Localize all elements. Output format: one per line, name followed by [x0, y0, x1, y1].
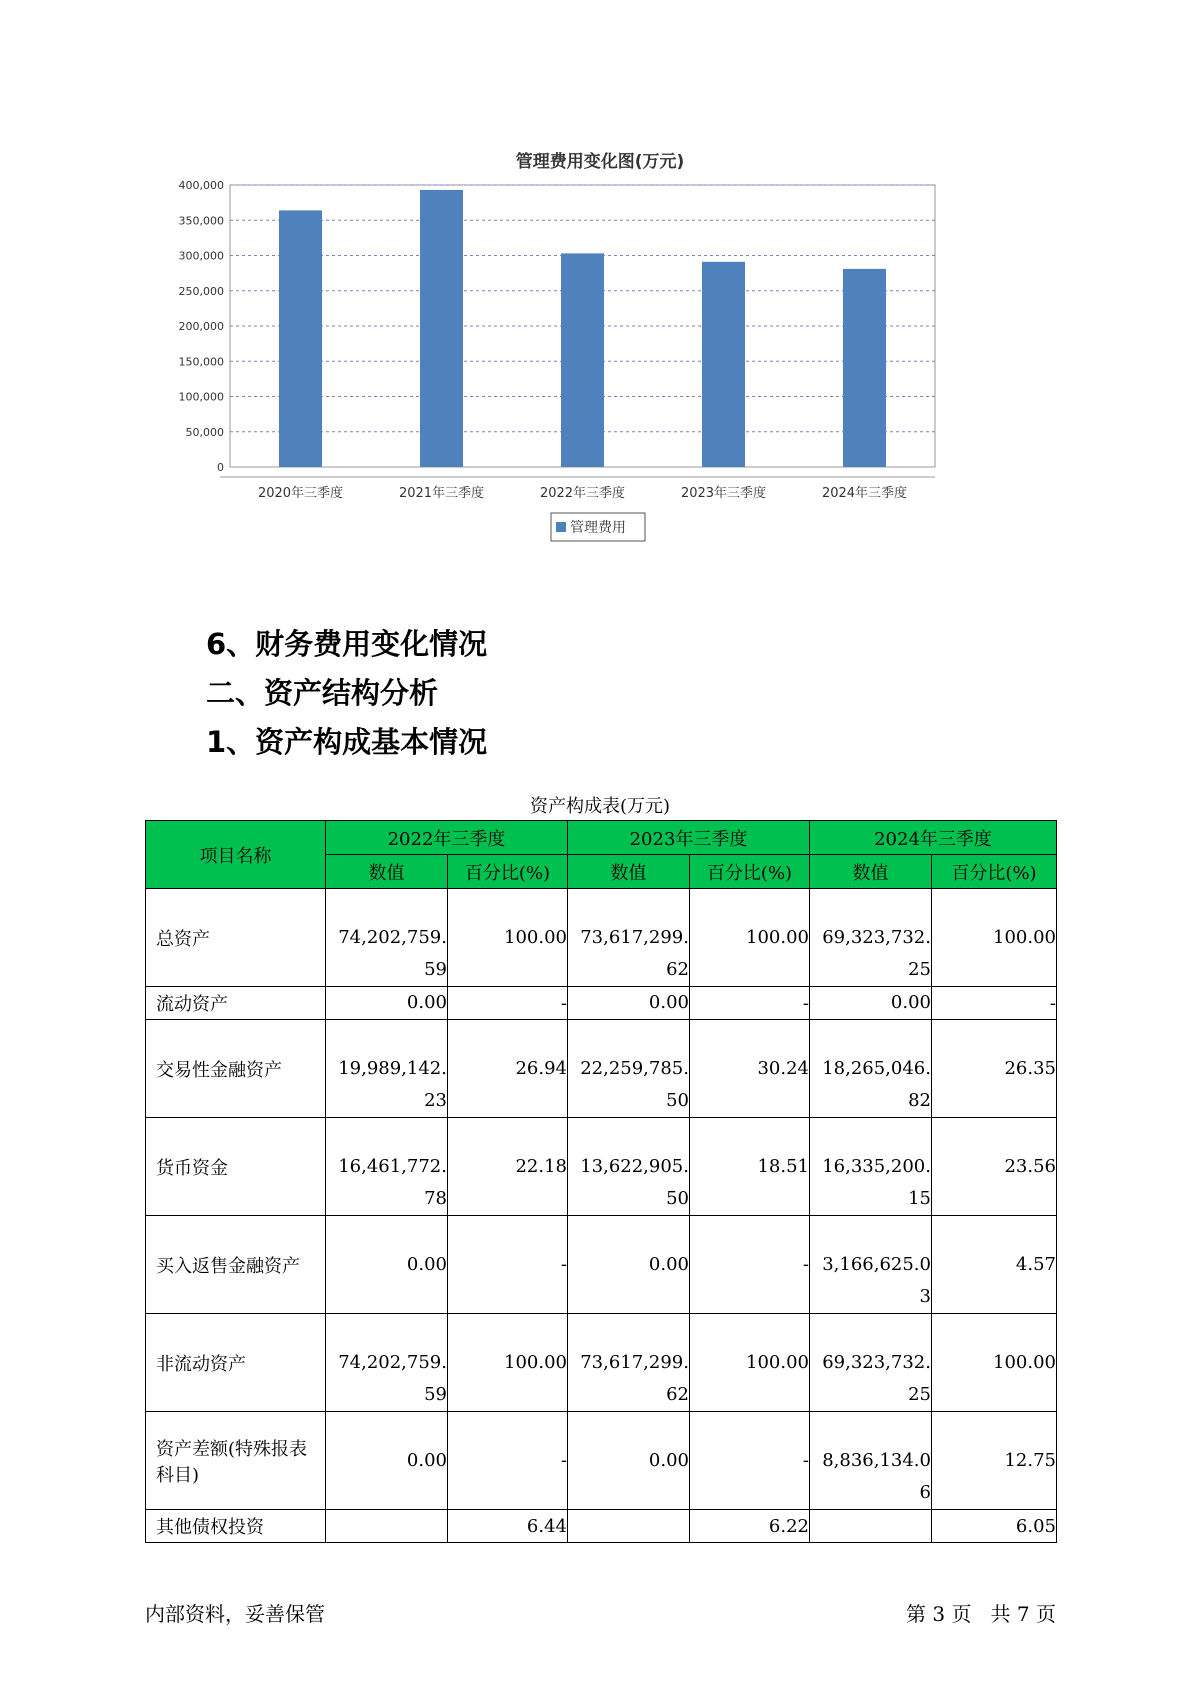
- cell-value-line1: 13,622,905.: [580, 1156, 689, 1177]
- cell-percent: 6.05: [932, 1510, 1057, 1543]
- cell-percent: 6.44: [448, 1510, 568, 1543]
- legend-label: 管理费用: [570, 520, 626, 536]
- cell-value: [568, 1314, 690, 1412]
- y-tick-label: 0: [217, 461, 224, 474]
- cell-value-line2: 6: [919, 1482, 931, 1503]
- cell-value-line2: 82: [908, 1090, 931, 1111]
- cell-value-line2: 78: [424, 1188, 447, 1209]
- cell-percent: -: [448, 1216, 568, 1314]
- row-label: 交易性金融资产: [146, 1020, 326, 1118]
- cell-value-line2: 59: [424, 1384, 447, 1405]
- cell-value: [568, 1412, 690, 1510]
- table-row: [146, 987, 1057, 1020]
- cell-value-line1: 74,202,759.: [338, 927, 447, 948]
- y-tick-label: 50,000: [185, 425, 224, 439]
- cell-percent: 100.00: [448, 1314, 568, 1412]
- table-caption: 资产构成表(万元): [529, 796, 671, 817]
- cell-value-line1: 73,617,299.: [580, 1352, 689, 1373]
- cell-value-line2: 62: [666, 959, 689, 980]
- cell-value: [568, 1510, 690, 1543]
- y-tick-label: 100,000: [178, 390, 224, 404]
- table-row: [146, 1510, 1057, 1543]
- cell-value-line1: 74,202,759.: [338, 1352, 447, 1373]
- cell-value: [326, 1216, 448, 1314]
- cell-percent: 30.24: [690, 1020, 810, 1118]
- cell-value-line1: 0.00: [406, 992, 447, 1013]
- cell-value-line2: 59: [424, 959, 447, 980]
- cell-value: [326, 1020, 448, 1118]
- header-item-name: 项目名称: [146, 821, 326, 889]
- cell-value-line1: 3,166,625.0: [822, 1254, 931, 1275]
- row-label: 买入返售金融资产: [146, 1216, 326, 1314]
- cell-percent: 26.94: [448, 1020, 568, 1118]
- cell-value-line1: 69,323,732.: [822, 1352, 931, 1373]
- cell-value-line1: 16,335,200.: [822, 1156, 931, 1177]
- cell-percent: 23.56: [932, 1118, 1057, 1216]
- cell-percent: -: [448, 987, 568, 1020]
- cell-value-line2: 3: [919, 1286, 931, 1307]
- cell-percent: 6.22: [690, 1510, 810, 1543]
- cell-value: [810, 1216, 932, 1314]
- cell-percent: 100.00: [932, 1314, 1057, 1412]
- cell-percent: -: [690, 987, 810, 1020]
- chart-title: 管理费用变化图(万元): [515, 152, 685, 172]
- cell-value: [326, 987, 448, 1020]
- plot-area: [179, 179, 936, 541]
- cell-value-line1: 0.00: [890, 992, 931, 1013]
- y-tick-label: 200,000: [178, 320, 224, 333]
- cell-value-line1: 18,265,046.: [822, 1058, 931, 1079]
- cell-percent: -: [448, 1412, 568, 1510]
- section-heading-asset-structure: 二、资产结构分析: [206, 676, 439, 710]
- cell-value: [810, 889, 932, 987]
- cell-value-line2: 25: [908, 1384, 931, 1405]
- header-period: 2024年三季度: [810, 821, 1057, 855]
- cell-percent: 22.18: [448, 1118, 568, 1216]
- cell-value: [568, 1020, 690, 1118]
- y-tick-label: 400,000: [178, 179, 224, 192]
- cell-percent: 4.57: [932, 1216, 1057, 1314]
- cell-percent: 100.00: [690, 1314, 810, 1412]
- x-tick-label: 2021年三季度: [398, 486, 485, 501]
- cell-percent: -: [932, 987, 1057, 1020]
- x-tick-label: 2022年三季度: [539, 486, 626, 501]
- cell-value-line1: 0.00: [406, 1449, 447, 1471]
- table-row: [146, 1118, 1057, 1216]
- bar: [279, 210, 322, 467]
- cell-value: [326, 1412, 448, 1510]
- cell-value: [568, 1216, 690, 1314]
- table-row: [146, 1412, 1057, 1510]
- cell-value-line1: 0.00: [406, 1253, 447, 1275]
- cell-value: [810, 1510, 932, 1543]
- y-tick-label: 150,000: [178, 355, 224, 369]
- footer-page-number: 第 3 页 共 7 页: [906, 1602, 1056, 1626]
- cell-value-line1: 16,461,772.: [338, 1156, 447, 1177]
- cell-value: [810, 1412, 932, 1510]
- footer-confidential-note: 内部资料，妥善保管: [145, 1602, 325, 1626]
- header-value: 数值: [810, 855, 932, 889]
- cell-percent: 26.35: [932, 1020, 1057, 1118]
- cell-percent: 100.00: [932, 889, 1057, 987]
- cell-value-line2: 23: [424, 1090, 447, 1111]
- y-tick-label: 250,000: [178, 284, 224, 298]
- y-tick-label: 300,000: [178, 249, 224, 263]
- x-tick-label: 2020年三季度: [257, 486, 344, 501]
- cell-value-line2: 25: [908, 959, 931, 980]
- cell-value: [568, 1118, 690, 1216]
- asset-composition-table: [145, 820, 1057, 1543]
- table-row: [146, 1020, 1057, 1118]
- bar: [702, 262, 745, 467]
- header-percent: 百分比(%): [932, 855, 1057, 889]
- cell-value: [326, 1118, 448, 1216]
- bar: [420, 190, 463, 467]
- cell-value-line1: 22,259,785.: [580, 1058, 689, 1079]
- legend-swatch: [556, 522, 566, 532]
- cell-value: [326, 1510, 448, 1543]
- row-label: 非流动资产: [146, 1314, 326, 1412]
- cell-percent: -: [690, 1216, 810, 1314]
- bar: [561, 253, 604, 467]
- cell-value-line2: 50: [666, 1090, 689, 1111]
- row-label: 其他债权投资: [146, 1510, 326, 1543]
- cell-value-line2: 62: [666, 1384, 689, 1405]
- cell-value-line2: 50: [666, 1188, 689, 1209]
- cell-percent: 12.75: [932, 1412, 1057, 1510]
- header-period: 2023年三季度: [568, 821, 810, 855]
- cell-value-line1: 0.00: [648, 1449, 689, 1471]
- x-tick-label: 2023年三季度: [680, 486, 767, 501]
- header-value: 数值: [326, 855, 448, 889]
- cell-value: [810, 1314, 932, 1412]
- cell-percent: 100.00: [690, 889, 810, 987]
- cell-value-line1: 73,617,299.: [580, 927, 689, 948]
- header-percent: 百分比(%): [448, 855, 568, 889]
- cell-percent: 100.00: [448, 889, 568, 987]
- cell-value-line1: 8,836,134.0: [822, 1450, 931, 1471]
- table-body: [146, 889, 1057, 1543]
- cell-value: [810, 1118, 932, 1216]
- cell-value: [810, 1020, 932, 1118]
- x-tick-label: 2024年三季度: [821, 486, 908, 501]
- section-heading-finance-expense: 6、财务费用变化情况: [206, 627, 488, 661]
- cell-value: [326, 1314, 448, 1412]
- table-row: [146, 1216, 1057, 1314]
- cell-value-line1: 0.00: [648, 1253, 689, 1275]
- header-percent: 百分比(%): [690, 855, 810, 889]
- cell-percent: -: [690, 1412, 810, 1510]
- section-heading-asset-composition: 1、资产构成基本情况: [206, 725, 488, 759]
- table-row: [146, 889, 1057, 987]
- cell-value-line1: 0.00: [648, 992, 689, 1013]
- admin-expense-chart: [140, 140, 1040, 600]
- cell-value: [810, 987, 932, 1020]
- cell-value: [568, 987, 690, 1020]
- header-period: 2022年三季度: [326, 821, 568, 855]
- header-value: 数值: [568, 855, 690, 889]
- y-tick-label: 350,000: [178, 214, 224, 228]
- cell-value-line1: 19,989,142.: [338, 1058, 447, 1079]
- cell-value-line2: 15: [908, 1188, 931, 1209]
- cell-value: [568, 889, 690, 987]
- row-label: 货币资金: [146, 1118, 326, 1216]
- cell-value-line1: 69,323,732.: [822, 927, 931, 948]
- bar: [843, 269, 886, 467]
- row-label: 总资产: [146, 889, 326, 987]
- row-label: 资产差额(特殊报表科目): [146, 1412, 326, 1510]
- cell-value: [326, 889, 448, 987]
- row-label: 流动资产: [146, 987, 326, 1020]
- table-row: [146, 1314, 1057, 1412]
- cell-percent: 18.51: [690, 1118, 810, 1216]
